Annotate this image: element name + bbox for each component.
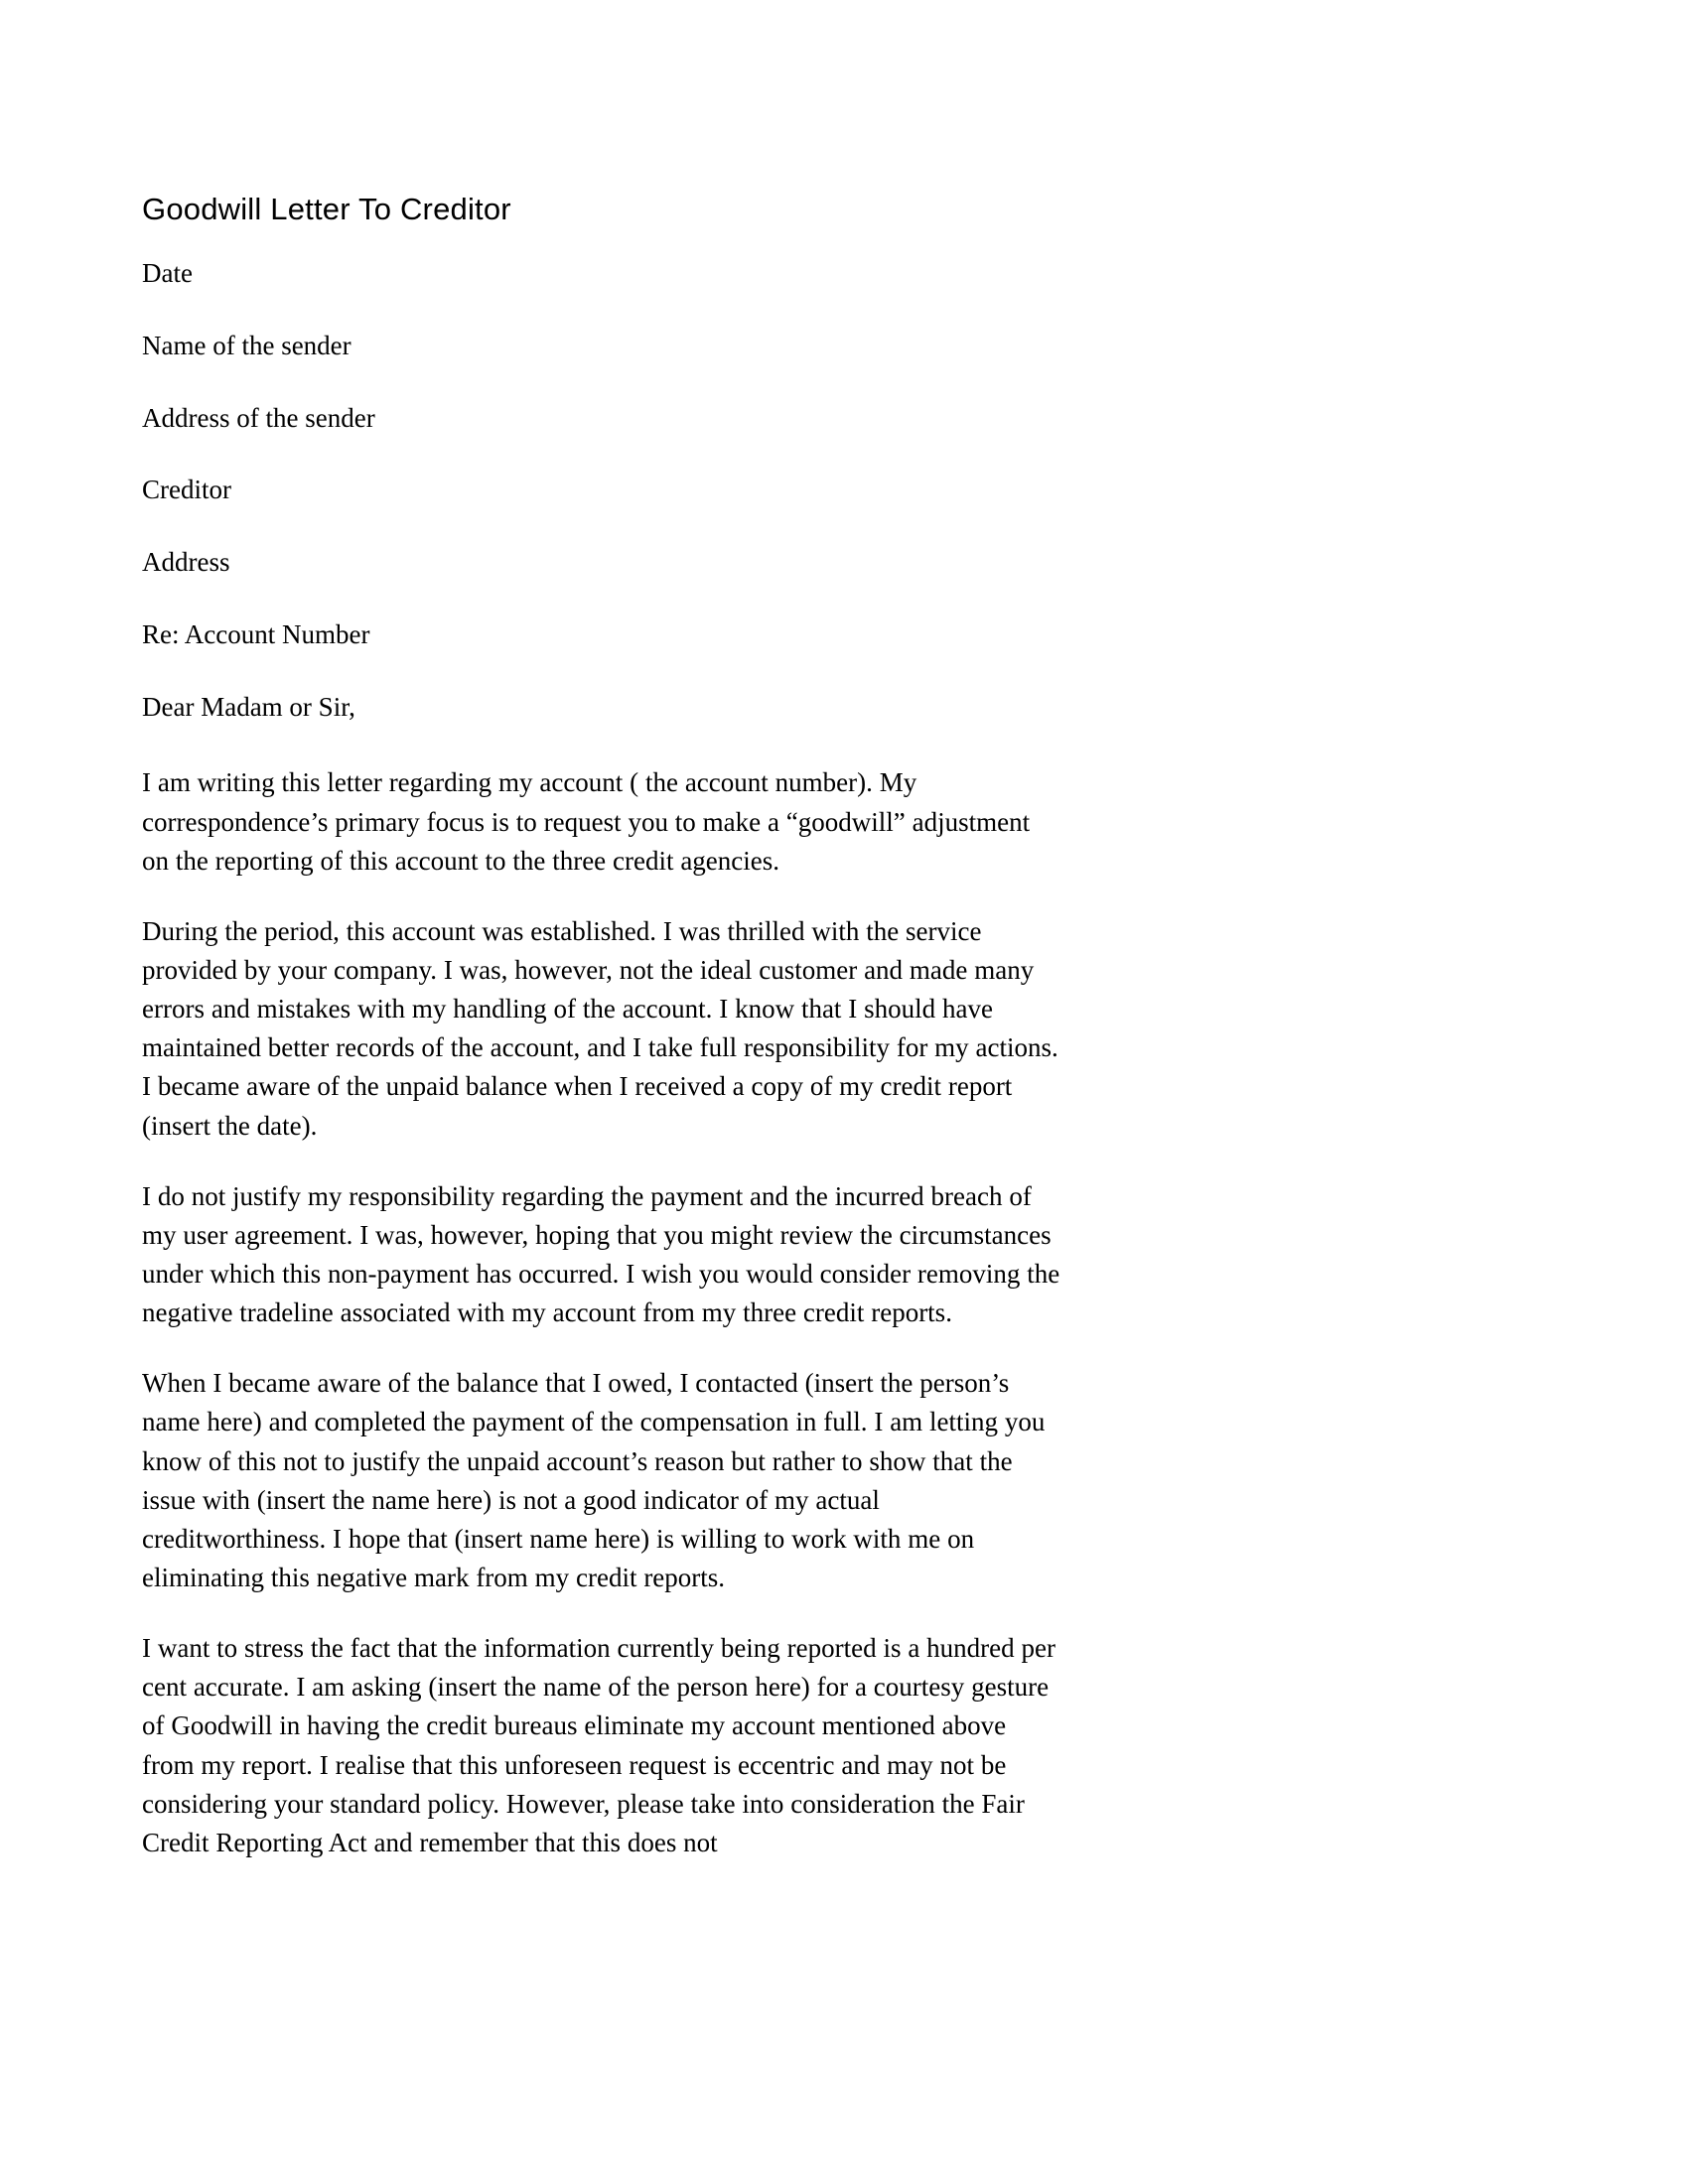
- paragraph-intro: I am writing this letter regarding my account ( the account number). My correspondence’s primary focus is to request you to make a “goodwill” adjustment on the reporting of this account to the three credit agencies.: [142, 767, 1031, 876]
- letter-body: [142, 0, 1060, 1862]
- field-sender-name: Name of the sender: [142, 330, 352, 360]
- letter-paragraphs: [142, 763, 1060, 1862]
- field-creditor: Creditor: [142, 475, 231, 505]
- field-account-number: Re: Account Number: [142, 618, 370, 649]
- paragraph-request: I want to stress the fact that the information currently being reported is a hundred per cent accurate. I am asking (insert the name of the person here) for a courtesy gesture of Goodwill in having the credit bureaus eliminate my account mentioned above from my report. I realise that this unforeseen request is eccentric and may not be considering your standard policy. However, please take into consideration the Fair Credit Reporting Act and remember that this does not: [142, 1633, 1055, 1857]
- field-creditor-address: Address: [142, 547, 230, 578]
- field-date: Date: [142, 258, 193, 289]
- salutation: Dear Madam or Sir,: [142, 691, 355, 722]
- page-title: Goodwill Letter To Creditor: [142, 192, 511, 226]
- paragraph-account-history: During the period, this account was established. I was thrilled with the service provided by your company. I was, however, not the ideal customer and made many errors and mistakes with my handling of the account. I know that I should have maintained better records of the account, and I take full responsibility for my actions. I became aware of the unpaid balance when I received a copy of my credit report (insert the date).: [142, 915, 1058, 1141]
- paragraph-payment-made: When I became aware of the balance that I owed, I contacted (insert the person’s name here) and completed the payment of the compensation in full. I am letting you know of this not to justify the unpaid account’s reason but rather to show that the issue with (insert the name here) is not a good indicator of my actual creditworthiness. I hope that (insert name here) is willing to work with me on eliminating this negative mark from my credit reports.: [142, 1368, 1046, 1592]
- letter-header-fields: [142, 257, 1060, 652]
- paragraph-responsibility: I do not justify my responsibility regarding the payment and the incurred breach of my user agreement. I was, however, hoping that you might review the circumstances under which this non-payment has occurred. I wish you would consider removing the negative tradeline associated with my account from my three credit reports.: [142, 1180, 1060, 1328]
- field-sender-address: Address of the sender: [142, 402, 375, 433]
